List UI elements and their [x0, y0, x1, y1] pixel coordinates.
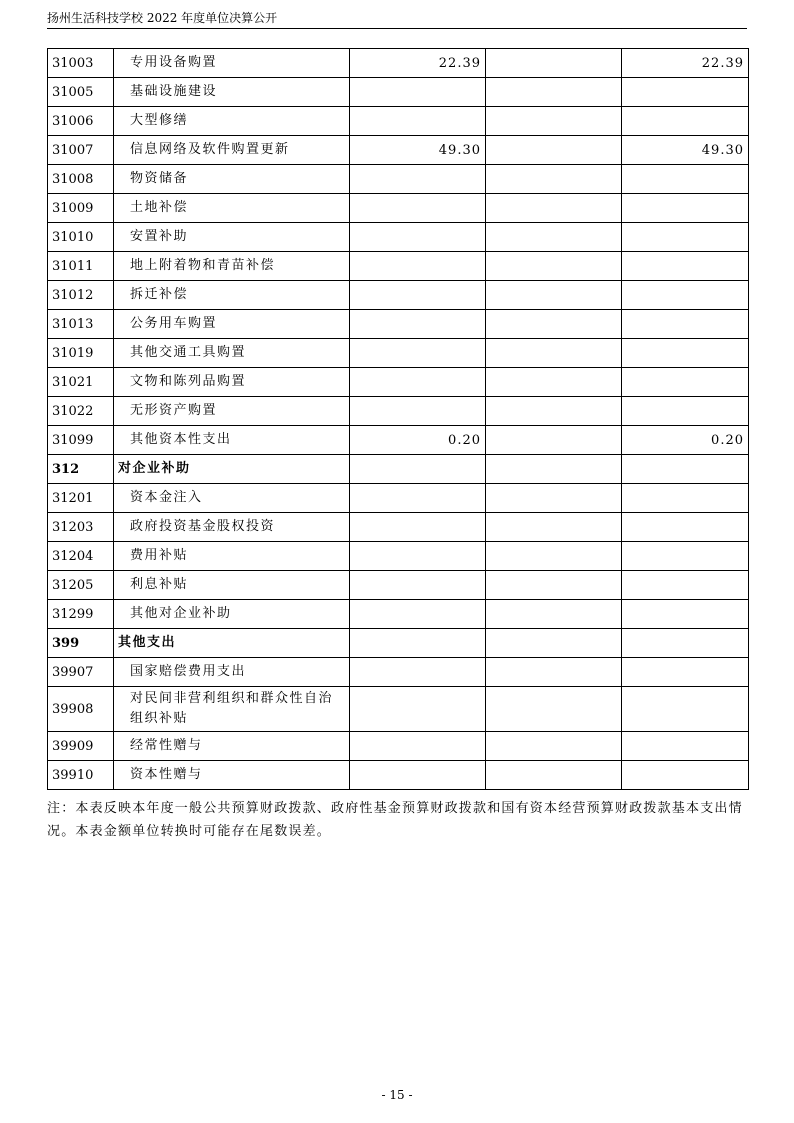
- item-name-cell: 国家赔偿费用支出: [114, 658, 350, 687]
- total-amount-cell: [350, 223, 486, 252]
- basic-amount-cell: [486, 513, 622, 542]
- expenditure-table: [47, 48, 749, 790]
- table-row: [48, 732, 749, 761]
- basic-amount-cell: [486, 484, 622, 513]
- item-name-cell: 资本金注入: [114, 484, 350, 513]
- basic-amount-cell: [486, 78, 622, 107]
- item-name-cell: 土地补偿: [114, 194, 350, 223]
- economic-code-cell: 31299: [48, 600, 114, 629]
- project-amount-cell: [622, 455, 749, 484]
- document-header-title: 扬州生活科技学校 2022 年度单位决算公开: [47, 11, 278, 25]
- basic-amount-cell: [486, 194, 622, 223]
- table-row: [48, 658, 749, 687]
- total-amount-cell: [350, 339, 486, 368]
- table-row: [48, 165, 749, 194]
- project-amount-cell: [622, 78, 749, 107]
- item-name-cell: 其他资本性支出: [114, 426, 350, 455]
- item-name-cell: 无形资产购置: [114, 397, 350, 426]
- table-group-row: [48, 629, 749, 658]
- economic-code-cell: 31203: [48, 513, 114, 542]
- total-amount-cell: [350, 107, 486, 136]
- table-row: [48, 252, 749, 281]
- item-name-cell: 其他交通工具购置: [114, 339, 350, 368]
- basic-amount-cell: [486, 761, 622, 790]
- item-name-cell: 信息网络及软件购置更新: [114, 136, 350, 165]
- economic-code-cell: 31007: [48, 136, 114, 165]
- basic-amount-cell: [486, 426, 622, 455]
- table-row: [48, 484, 749, 513]
- header-divider: [47, 28, 747, 29]
- total-amount-cell: [350, 252, 486, 281]
- total-amount-cell: [350, 281, 486, 310]
- total-amount-cell: [350, 542, 486, 571]
- economic-code-cell: 31201: [48, 484, 114, 513]
- basic-amount-cell: [486, 397, 622, 426]
- table-row: [48, 513, 749, 542]
- economic-code-cell: 39909: [48, 732, 114, 761]
- project-amount-cell: [622, 542, 749, 571]
- project-amount-cell: [622, 513, 749, 542]
- economic-code-cell: 31003: [48, 49, 114, 78]
- basic-amount-cell: [486, 732, 622, 761]
- economic-code-cell: 39908: [48, 687, 114, 732]
- project-amount-cell: [622, 368, 749, 397]
- table-row: [48, 310, 749, 339]
- project-amount-cell: [622, 194, 749, 223]
- economic-code-cell: 31019: [48, 339, 114, 368]
- project-amount-cell: [622, 107, 749, 136]
- table-note: 注：本表反映本年度一般公共预算财政拨款、政府性基金预算财政拨款和国有资本经营预算财政拨款基本支出情况。本表金额单位转换时可能存在尾数误差。: [47, 801, 743, 839]
- table-row: [48, 397, 749, 426]
- expenditure-table-body: [48, 49, 749, 790]
- basic-amount-cell: [486, 687, 622, 732]
- basic-amount-cell: [486, 49, 622, 78]
- table-row: [48, 136, 749, 165]
- total-amount-cell: 22.39: [350, 49, 486, 78]
- basic-amount-cell: [486, 310, 622, 339]
- item-name-cell: 其他支出: [114, 629, 350, 658]
- project-amount-cell: [622, 339, 749, 368]
- total-amount-cell: [350, 194, 486, 223]
- economic-code-cell: 31204: [48, 542, 114, 571]
- table-row: [48, 368, 749, 397]
- project-amount-cell: [622, 600, 749, 629]
- project-amount-cell: [622, 629, 749, 658]
- basic-amount-cell: [486, 223, 622, 252]
- basic-amount-cell: [486, 571, 622, 600]
- item-name-cell: 对民间非营利组织和群众性自治组织补贴: [114, 687, 350, 732]
- basic-amount-cell: [486, 455, 622, 484]
- basic-amount-cell: [486, 629, 622, 658]
- item-name-cell: 拆迁补偿: [114, 281, 350, 310]
- table-row: [48, 687, 749, 732]
- total-amount-cell: [350, 310, 486, 339]
- total-amount-cell: [350, 658, 486, 687]
- item-name-cell: 基础设施建设: [114, 78, 350, 107]
- economic-code-cell: 399: [48, 629, 114, 658]
- project-amount-cell: 49.30: [622, 136, 749, 165]
- economic-code-cell: 31005: [48, 78, 114, 107]
- total-amount-cell: 0.20: [350, 426, 486, 455]
- item-name-cell: 大型修缮: [114, 107, 350, 136]
- table-row: [48, 542, 749, 571]
- project-amount-cell: [622, 658, 749, 687]
- project-amount-cell: [622, 310, 749, 339]
- economic-code-cell: 31205: [48, 571, 114, 600]
- total-amount-cell: [350, 732, 486, 761]
- item-name-cell: 文物和陈列品购置: [114, 368, 350, 397]
- total-amount-cell: [350, 455, 486, 484]
- economic-code-cell: 31012: [48, 281, 114, 310]
- economic-code-cell: 31013: [48, 310, 114, 339]
- economic-code-cell: 31008: [48, 165, 114, 194]
- project-amount-cell: [622, 281, 749, 310]
- item-name-cell: 公务用车购置: [114, 310, 350, 339]
- item-name-cell: 费用补贴: [114, 542, 350, 571]
- table-row: [48, 281, 749, 310]
- project-amount-cell: [622, 571, 749, 600]
- economic-code-cell: 31009: [48, 194, 114, 223]
- table-group-row: [48, 455, 749, 484]
- table-row: [48, 194, 749, 223]
- basic-amount-cell: [486, 339, 622, 368]
- economic-code-cell: 31022: [48, 397, 114, 426]
- project-amount-cell: [622, 252, 749, 281]
- total-amount-cell: [350, 513, 486, 542]
- project-amount-cell: [622, 165, 749, 194]
- table-row: [48, 426, 749, 455]
- total-amount-cell: [350, 600, 486, 629]
- project-amount-cell: [622, 761, 749, 790]
- table-row: [48, 78, 749, 107]
- basic-amount-cell: [486, 252, 622, 281]
- basic-amount-cell: [486, 368, 622, 397]
- economic-code-cell: 31011: [48, 252, 114, 281]
- economic-code-cell: 39907: [48, 658, 114, 687]
- project-amount-cell: [622, 223, 749, 252]
- basic-amount-cell: [486, 542, 622, 571]
- total-amount-cell: [350, 484, 486, 513]
- page-number: - 15 -: [381, 1088, 413, 1102]
- total-amount-cell: [350, 165, 486, 194]
- basic-amount-cell: [486, 165, 622, 194]
- economic-code-cell: 312: [48, 455, 114, 484]
- table-row: [48, 49, 749, 78]
- economic-code-cell: 39910: [48, 761, 114, 790]
- table-row: [48, 600, 749, 629]
- item-name-cell: 政府投资基金股权投资: [114, 513, 350, 542]
- economic-code-cell: 31099: [48, 426, 114, 455]
- item-name-cell: 利息补贴: [114, 571, 350, 600]
- item-name-cell: 经常性赠与: [114, 732, 350, 761]
- total-amount-cell: [350, 397, 486, 426]
- total-amount-cell: [350, 368, 486, 397]
- project-amount-cell: [622, 687, 749, 732]
- economic-code-cell: 31006: [48, 107, 114, 136]
- item-name-cell: 专用设备购置: [114, 49, 350, 78]
- table-row: [48, 571, 749, 600]
- table-row: [48, 223, 749, 252]
- item-name-cell: 对企业补助: [114, 455, 350, 484]
- total-amount-cell: [350, 571, 486, 600]
- project-amount-cell: [622, 484, 749, 513]
- table-row: [48, 107, 749, 136]
- total-amount-cell: [350, 761, 486, 790]
- project-amount-cell: 0.20: [622, 426, 749, 455]
- economic-code-cell: 31021: [48, 368, 114, 397]
- table-row: [48, 339, 749, 368]
- project-amount-cell: 22.39: [622, 49, 749, 78]
- basic-amount-cell: [486, 136, 622, 165]
- total-amount-cell: [350, 629, 486, 658]
- table-row: [48, 761, 749, 790]
- basic-amount-cell: [486, 600, 622, 629]
- item-name-cell: 资本性赠与: [114, 761, 350, 790]
- economic-code-cell: 31010: [48, 223, 114, 252]
- item-name-cell: 安置补助: [114, 223, 350, 252]
- item-name-cell: 其他对企业补助: [114, 600, 350, 629]
- total-amount-cell: 49.30: [350, 136, 486, 165]
- basic-amount-cell: [486, 107, 622, 136]
- basic-amount-cell: [486, 658, 622, 687]
- project-amount-cell: [622, 397, 749, 426]
- project-amount-cell: [622, 732, 749, 761]
- total-amount-cell: [350, 78, 486, 107]
- basic-amount-cell: [486, 281, 622, 310]
- total-amount-cell: [350, 687, 486, 732]
- item-name-cell: 物资储备: [114, 165, 350, 194]
- item-name-cell: 地上附着物和青苗补偿: [114, 252, 350, 281]
